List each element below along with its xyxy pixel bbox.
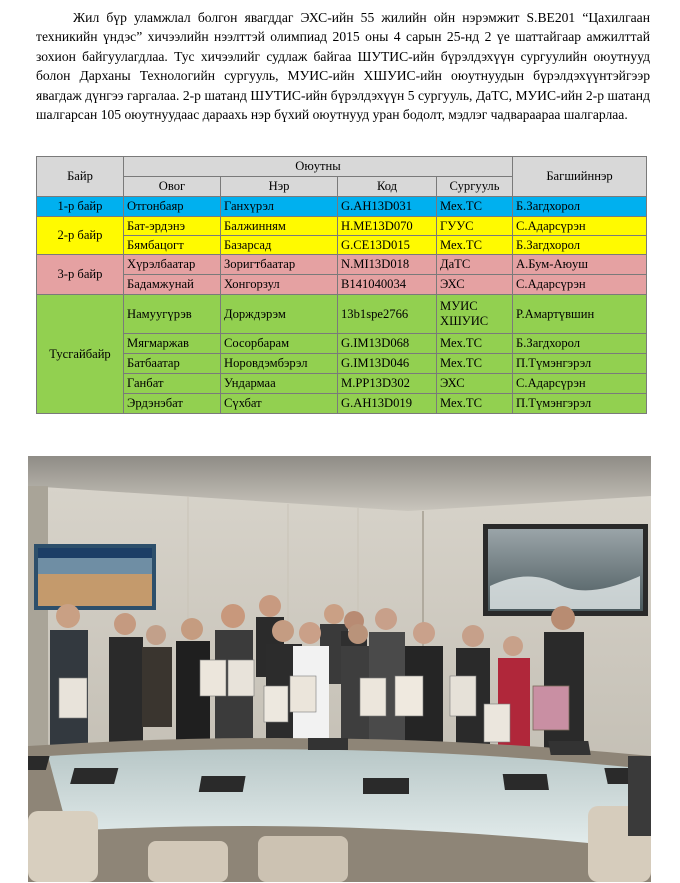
header-first-name: Нэр xyxy=(221,177,338,197)
teacher-cell: Р.Амартүвшин xyxy=(513,295,647,334)
last-name-cell: Ганбат xyxy=(124,374,221,394)
school-cell: Мех.ТС xyxy=(437,236,513,255)
code-cell: B141040034 xyxy=(338,275,437,295)
code-cell: M.PP13D302 xyxy=(338,374,437,394)
school-cell: ЭХС xyxy=(437,374,513,394)
header-place: Байр xyxy=(37,157,124,197)
last-name-cell: Бямбацогт xyxy=(124,236,221,255)
school-cell: ЭХС xyxy=(437,275,513,295)
header-code: Код xyxy=(338,177,437,197)
last-name-cell: Батбаатар xyxy=(124,354,221,374)
last-name-cell: Мягмаржав xyxy=(124,334,221,354)
header-last-name: Овог xyxy=(124,177,221,197)
school-cell: ДаТС xyxy=(437,255,513,275)
teacher-cell: А.Бум-Аюуш xyxy=(513,255,647,275)
first-name-cell: Дорждэрэм xyxy=(221,295,338,334)
header-teacher: Багшийннэр xyxy=(513,157,647,197)
table-row xyxy=(37,295,647,334)
first-name-cell: Ганхүрэл xyxy=(221,197,338,217)
teacher-cell: С.Адарсүрэн xyxy=(513,275,647,295)
code-cell: 13b1spe2766 xyxy=(338,295,437,334)
first-name-cell: Ундармаа xyxy=(221,374,338,394)
school-cell: Мех.ТС xyxy=(437,354,513,374)
place-cell: 2-р байр xyxy=(37,217,124,255)
group-photo-illustration xyxy=(28,456,651,882)
teacher-cell: С.Адарсүрэн xyxy=(513,217,647,236)
header-school: Сургууль xyxy=(437,177,513,197)
school-cell: Мех.ТС xyxy=(437,334,513,354)
code-cell: G.AH13D019 xyxy=(338,394,437,414)
table-row xyxy=(37,255,647,275)
teacher-cell: С.Адарсүрэн xyxy=(513,374,647,394)
school-cell: Мех.ТС xyxy=(437,197,513,217)
table-row xyxy=(37,374,647,394)
place-cell: 1-р байр xyxy=(37,197,124,217)
group-photo xyxy=(28,456,651,882)
first-name-cell: Базарсад xyxy=(221,236,338,255)
last-name-cell: Намуугүрэв xyxy=(124,295,221,334)
place-cell: 3-р байр xyxy=(37,255,124,295)
first-name-cell: Балжинням xyxy=(221,217,338,236)
code-cell: G.IM13D046 xyxy=(338,354,437,374)
school-cell: ГУУС xyxy=(437,217,513,236)
table-row xyxy=(37,236,647,255)
teacher-cell: П.Түмэнгэрэл xyxy=(513,394,647,414)
first-name-cell: Сүхбат xyxy=(221,394,338,414)
code-cell: H.ME13D070 xyxy=(338,217,437,236)
last-name-cell: Бат-эрдэнэ xyxy=(124,217,221,236)
table-row xyxy=(37,275,647,295)
table-row xyxy=(37,394,647,414)
results-table xyxy=(36,156,647,414)
school-cell: Мех.ТС xyxy=(437,394,513,414)
intro-paragraph: Жил бүр уламжлал болгон явагддаг ЭХС-ийн 55 жилийн ойн нэрэмжит S.BE201 “Цахилгаан техникийн үндэс” хичээлийн нээлттэй олимпиад 2015 оны 4 сарын 25-нд 2 үе шаттайгаар амжилттай зохион байгуулагдлаа. Тус хичээлийг судлаж байгаа ШУТИС-ийн бүрэлдэхүүн сургуулийн оюутнууд болон Дарханы Технологийн сургууль, МУИС-ийн ХШУИС-ийн оюутнуудын бүрэлдэхүүнтэйгээр явагдаж дүнгээ гаргалаа. 2-р шатанд ШУТИС-ийн бүрэлдэхүүн 5 сургууль, ДаТС, МУИС-ийн 2-р шатанд шалгарсан 105 оюутнуудаас дараахь нэр бүхий оюутнууд уран бодолт, мэдлэг чадвараараа шалгарлаа. xyxy=(36,10,650,123)
table-row xyxy=(37,354,647,374)
first-name-cell: Норовдэмбэрэл xyxy=(221,354,338,374)
place-cell: Тусгайбайр xyxy=(37,295,124,414)
table-row xyxy=(37,197,647,217)
school-cell: МУИС ХШУИС xyxy=(437,295,513,334)
last-name-cell: Бадамжунай xyxy=(124,275,221,295)
teacher-cell: Б.Загдхорол xyxy=(513,334,647,354)
teacher-cell: Б.Загдхорол xyxy=(513,236,647,255)
teacher-cell: Б.Загдхорол xyxy=(513,197,647,217)
first-name-cell: Хонгорзул xyxy=(221,275,338,295)
last-name-cell: Эрдэнэбат xyxy=(124,394,221,414)
last-name-cell: Хүрэлбаатар xyxy=(124,255,221,275)
header-students: Оюутны xyxy=(124,157,513,177)
table-row xyxy=(37,217,647,236)
teacher-cell: П.Түмэнгэрэл xyxy=(513,354,647,374)
last-name-cell: Отгонбаяр xyxy=(124,197,221,217)
table-row xyxy=(37,334,647,354)
first-name-cell: Зоригтбаатар xyxy=(221,255,338,275)
first-name-cell: Сосорбарам xyxy=(221,334,338,354)
code-cell: G.AH13D031 xyxy=(338,197,437,217)
code-cell: G.CE13D015 xyxy=(338,236,437,255)
code-cell: N.MI13D018 xyxy=(338,255,437,275)
code-cell: G.IM13D068 xyxy=(338,334,437,354)
